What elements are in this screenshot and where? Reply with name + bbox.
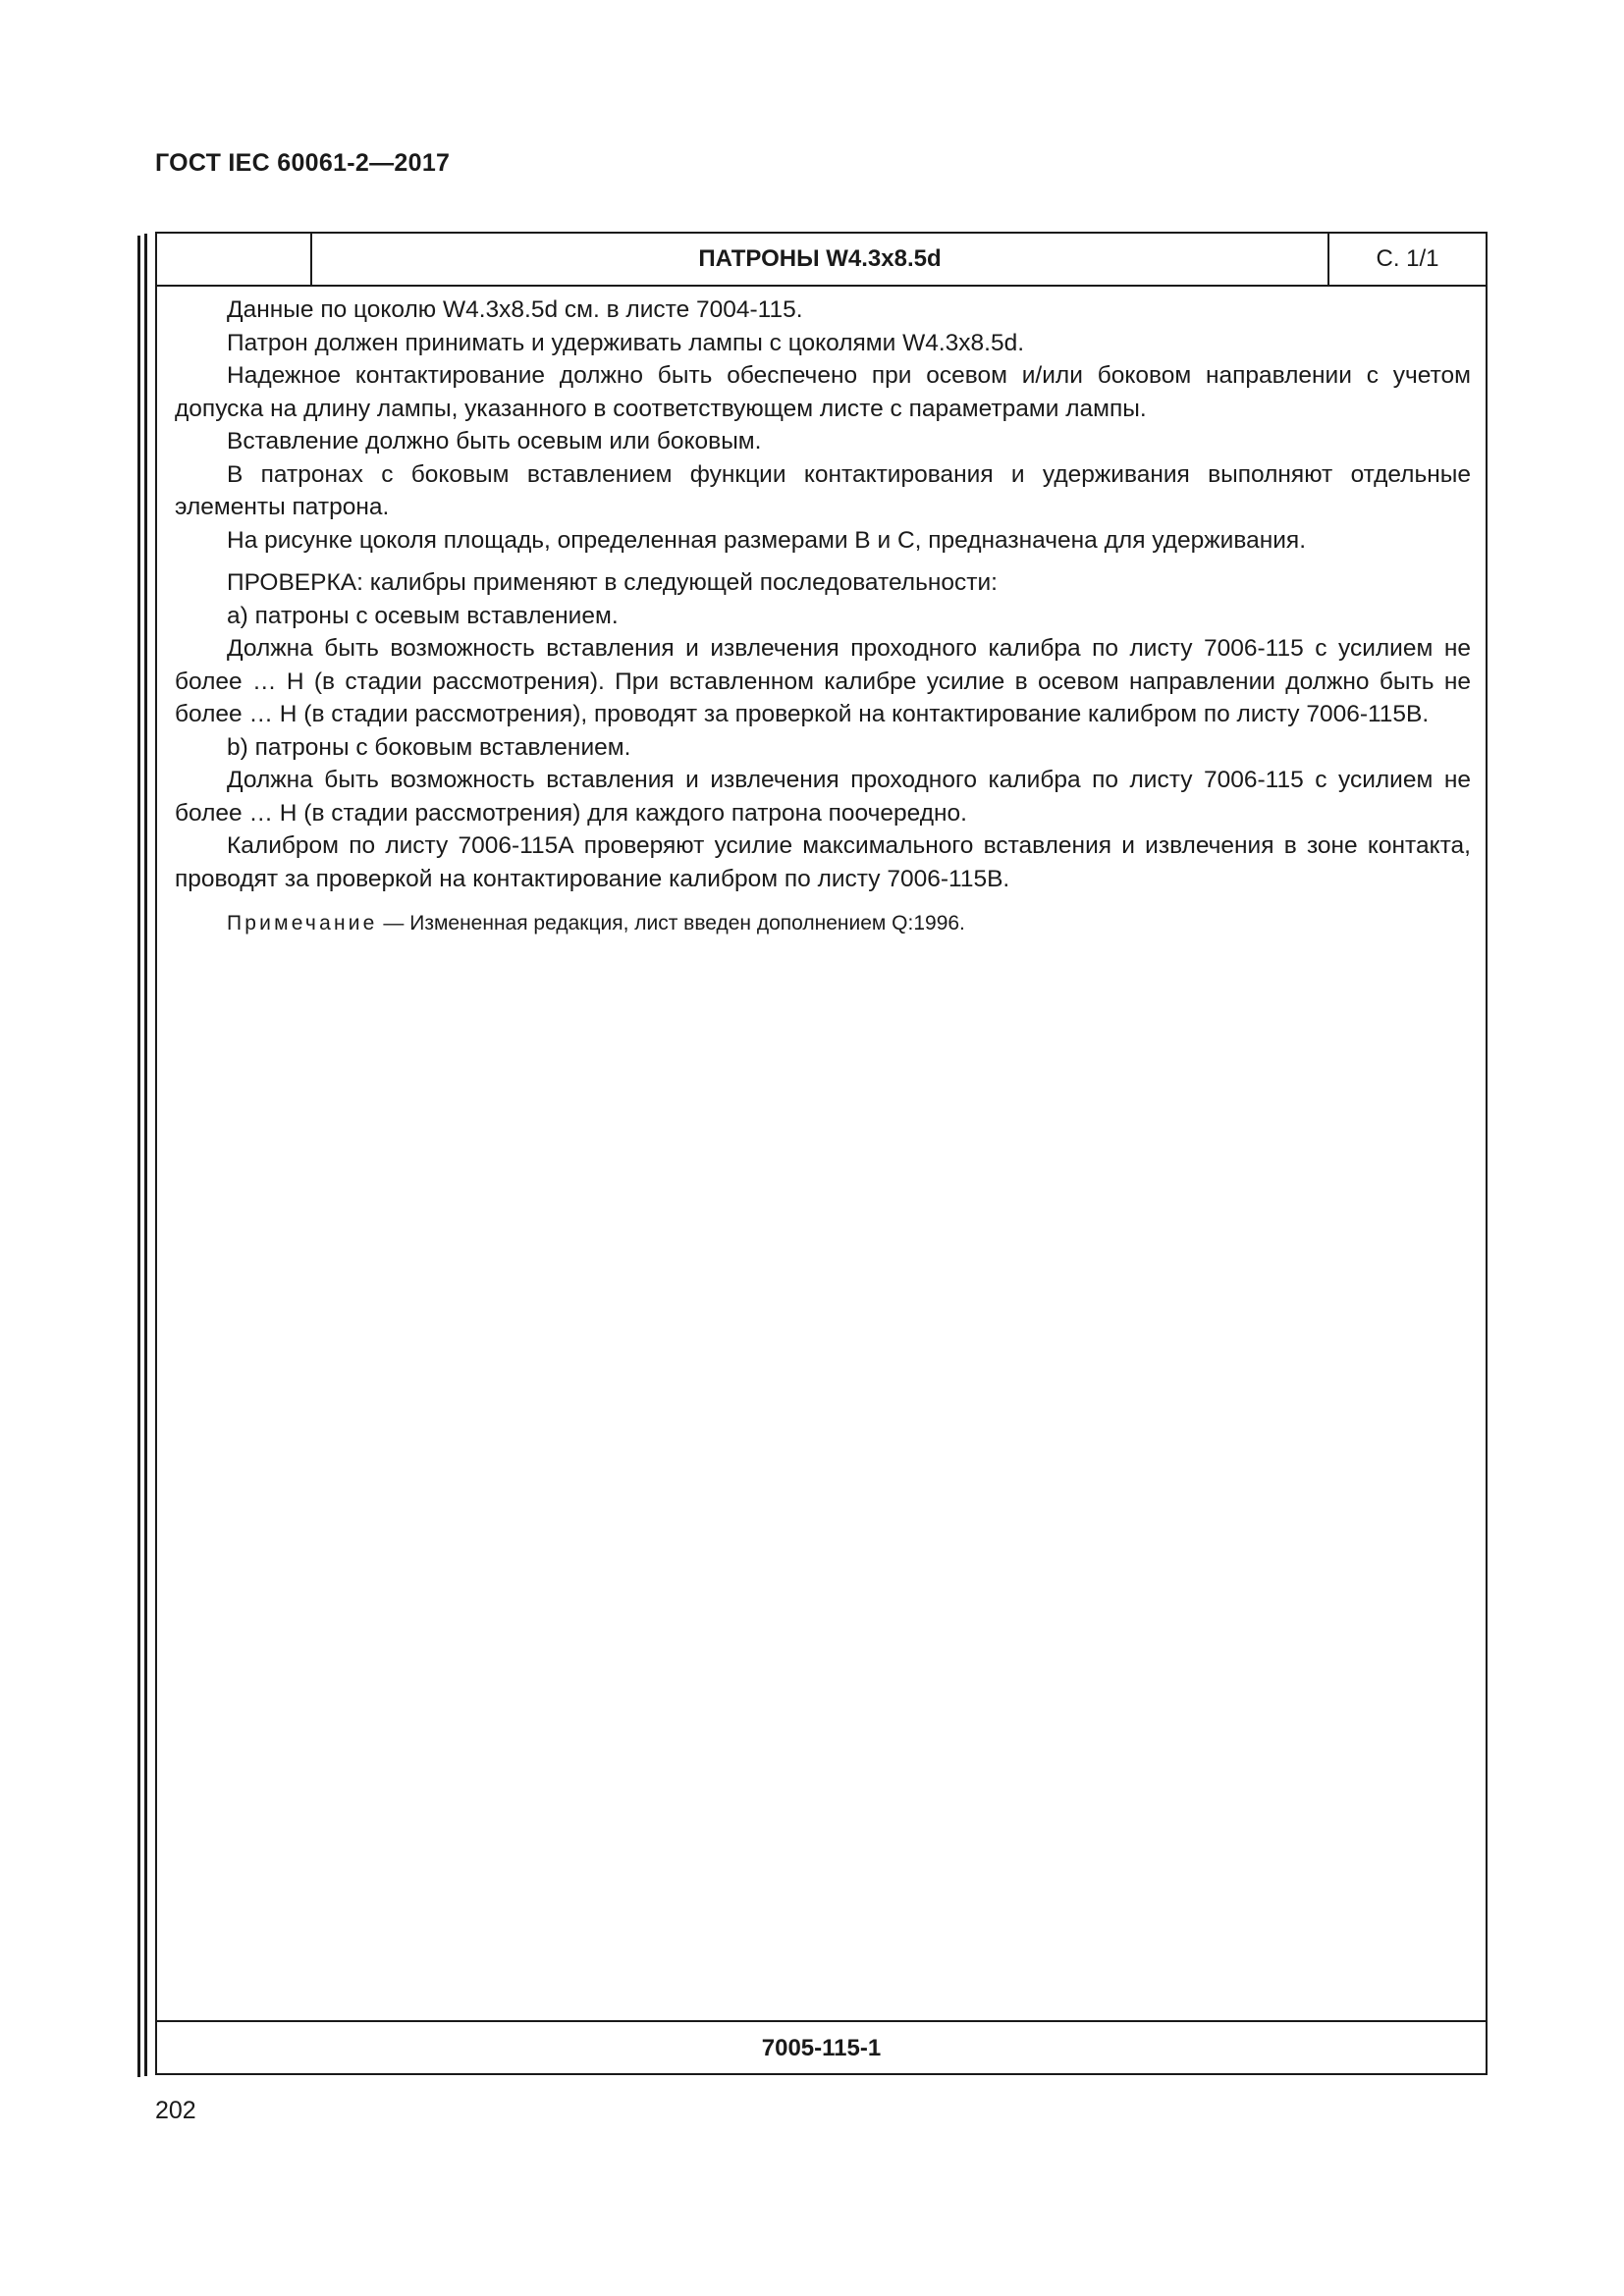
note xyxy=(175,909,1471,938)
paragraph: b) патроны с боковым вставлением. xyxy=(227,733,631,761)
header-blank-cell xyxy=(157,234,312,285)
document-code: ГОСТ IEC 60061-2—2017 xyxy=(155,149,451,177)
paragraph: Калибром по листу 7006-115А проверяют усилие максимального вставления и извлечения в зоне контакта, проводят за проверкой на контактирование калибром по листу 7006-115B. xyxy=(175,832,1471,892)
paragraph: a) патроны с осевым вставлением. xyxy=(227,602,619,629)
page-number: 202 xyxy=(155,2097,196,2124)
sheet-footer-code: 7005-115-1 xyxy=(157,2020,1486,2075)
sheet-frame xyxy=(137,232,1487,2073)
sheet-box xyxy=(155,232,1488,2075)
paragraph: ПРОВЕРКА: калибры применяют в следующей последовательности: xyxy=(227,569,998,596)
paragraph: В патронах с боковым вставлением функции контактирования и удерживания выполняют отдельные элементы патрона. xyxy=(175,460,1471,520)
paragraph: Данные по цоколю W4.3x8.5d см. в листе 7004-115. xyxy=(227,296,803,323)
sheet-header-row xyxy=(157,234,1486,287)
sheet-body xyxy=(175,294,1471,938)
frame-bar-inner xyxy=(144,234,147,2076)
paragraph: На рисунке цоколя площадь, определенная размерами B и C, предназначена для удерживания. xyxy=(227,526,1306,554)
paragraph: Надежное контактирование должно быть обеспечено при осевом и/или боковом направлении с учетом допуска на длину лампы, указанного в соответствующем листе с параметрами лампы. xyxy=(175,362,1471,422)
paragraph: Должна быть возможность вставления и извлечения проходного калибра по листу 7006-115 с усилием не более … Н (в стадии рассмотрения) для каждого патрона поочередно. xyxy=(175,767,1471,827)
paragraph: Вставление должно быть осевым или боковым. xyxy=(227,428,762,454)
sheet-page-label: С. 1/1 xyxy=(1376,245,1439,272)
note-label: Примечание xyxy=(227,912,378,934)
frame-bar-outer xyxy=(137,236,140,2077)
sheet-title: ПАТРОНЫ W4.3x8.5d xyxy=(312,234,1329,285)
paragraph: Патрон должен принимать и удерживать лампы с цоколями W4.3x8.5d. xyxy=(227,329,1025,356)
paragraph: Должна быть возможность вставления и извлечения проходного калибра по листу 7006-115 с усилием не более … Н (в стадии рассмотрения). При вставленном калибре усилие в осевом направлении должно быть не более … Н (в стадии рассмотрения), проводят за проверкой на контактирование калибром по листу 7006-115B. xyxy=(175,635,1471,727)
note-text: — Измененная редакция, лист введен дополнением Q:1996. xyxy=(377,912,965,934)
